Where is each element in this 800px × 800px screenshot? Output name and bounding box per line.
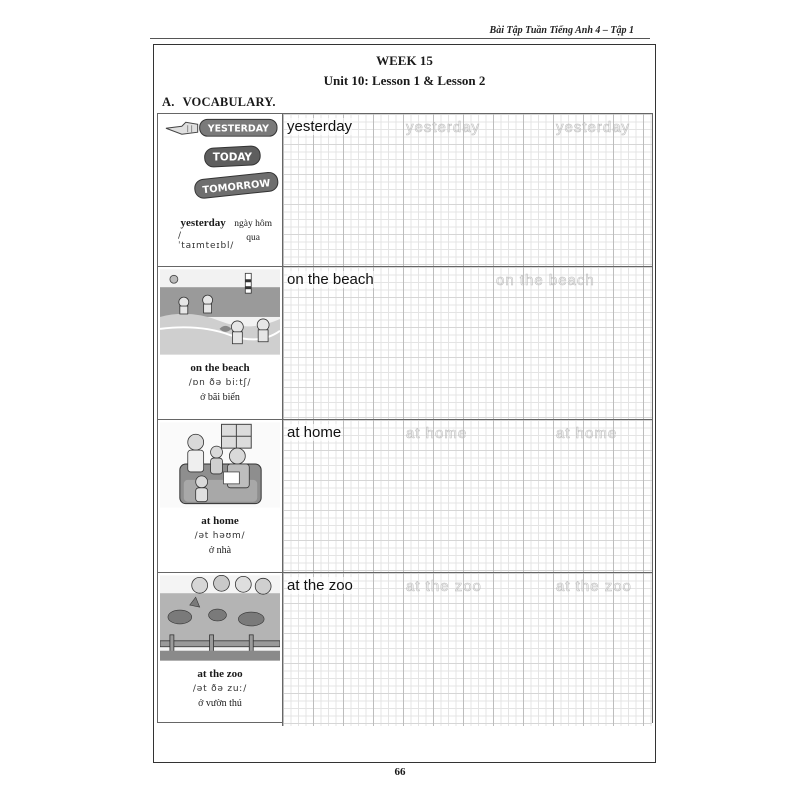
picture-cell <box>158 114 283 266</box>
trace-word: at the zoo <box>406 578 482 595</box>
model-word: at home <box>287 424 342 441</box>
home-illustration <box>160 422 280 508</box>
word-ipa: /ˈtaɪmteɪbl/ <box>178 231 235 251</box>
trace-word: yesterday <box>556 119 631 136</box>
word-vietnamese: ở bãi biển <box>200 392 240 403</box>
picture-cell <box>158 267 283 419</box>
vocab-row-at-the-zoo <box>158 573 652 726</box>
trace-word: on the beach <box>496 272 595 289</box>
word-vietnamese: ngày hôm qua <box>234 219 272 243</box>
vocabulary-table <box>157 113 653 723</box>
word-ipa: /ət həʊm/ <box>194 531 246 541</box>
header-rule <box>150 38 650 39</box>
zoo-illustration <box>160 575 280 661</box>
section-heading: VOCABULARY. <box>182 95 276 109</box>
yesterday-sign-text: YESTERDAY <box>207 123 269 135</box>
handwriting-grid[interactable] <box>283 573 652 726</box>
handwriting-grid[interactable] <box>283 420 652 572</box>
trace-word: at home <box>406 425 468 442</box>
running-header: Bài Tập Tuần Tiếng Anh 4 – Tập 1 <box>489 25 634 36</box>
page-number: 66 <box>394 766 406 778</box>
trace-word: at home <box>556 425 618 442</box>
vocab-row-at-home <box>158 420 652 573</box>
word-info <box>158 515 282 556</box>
yesterday-sign <box>200 119 277 136</box>
tomorrow-sign-text: TOMORROW <box>202 178 271 197</box>
word-ipa: /ət ðə zuː/ <box>192 684 248 694</box>
vocab-row-on-the-beach <box>158 267 652 420</box>
beach-illustration <box>160 269 280 355</box>
newspaper-icon <box>223 472 239 484</box>
word-vietnamese: ở nhà <box>208 545 232 556</box>
lighthouse-icon <box>245 273 251 293</box>
picture-cell <box>158 573 283 726</box>
word-english: on the beach <box>190 362 250 374</box>
pointing-hand-icon <box>166 122 198 134</box>
today-sign <box>204 146 260 168</box>
model-word: at the zoo <box>287 577 353 594</box>
yesterday-today-tomorrow-illustration <box>160 116 280 202</box>
worksheet-frame <box>153 44 656 763</box>
handwriting-grid[interactable] <box>283 114 652 266</box>
zoo-image <box>160 575 280 661</box>
word-english: at home <box>201 515 239 527</box>
word-ipa: /ɒn ðə biːtʃ/ <box>188 378 252 388</box>
word-info <box>158 217 282 251</box>
week-title: WEEK 15 <box>376 53 433 68</box>
vocab-row-yesterday <box>158 114 652 267</box>
picture-cell <box>158 420 283 572</box>
trace-word: yesterday <box>406 119 481 136</box>
word-english: yesterday <box>180 217 226 229</box>
section-title <box>162 95 284 110</box>
tomorrow-sign <box>194 172 279 199</box>
section-marker: A. <box>162 95 175 109</box>
trace-word: at the zoo <box>556 578 632 595</box>
today-sign-text: TODAY <box>212 151 252 164</box>
word-vietnamese: ở vườn thú <box>198 698 242 709</box>
family-home-image <box>160 422 280 508</box>
unit-title: Unit 10: Lesson 1 & Lesson 2 <box>323 73 486 88</box>
model-word: yesterday <box>287 118 353 135</box>
word-english: at the zoo <box>197 668 243 680</box>
handwriting-grid[interactable] <box>283 267 652 419</box>
beach-image <box>160 269 280 355</box>
word-info <box>158 362 282 403</box>
word-info <box>158 668 282 709</box>
window-icon <box>221 424 251 448</box>
model-word: on the beach <box>287 271 374 288</box>
day-signs-image <box>160 116 280 202</box>
